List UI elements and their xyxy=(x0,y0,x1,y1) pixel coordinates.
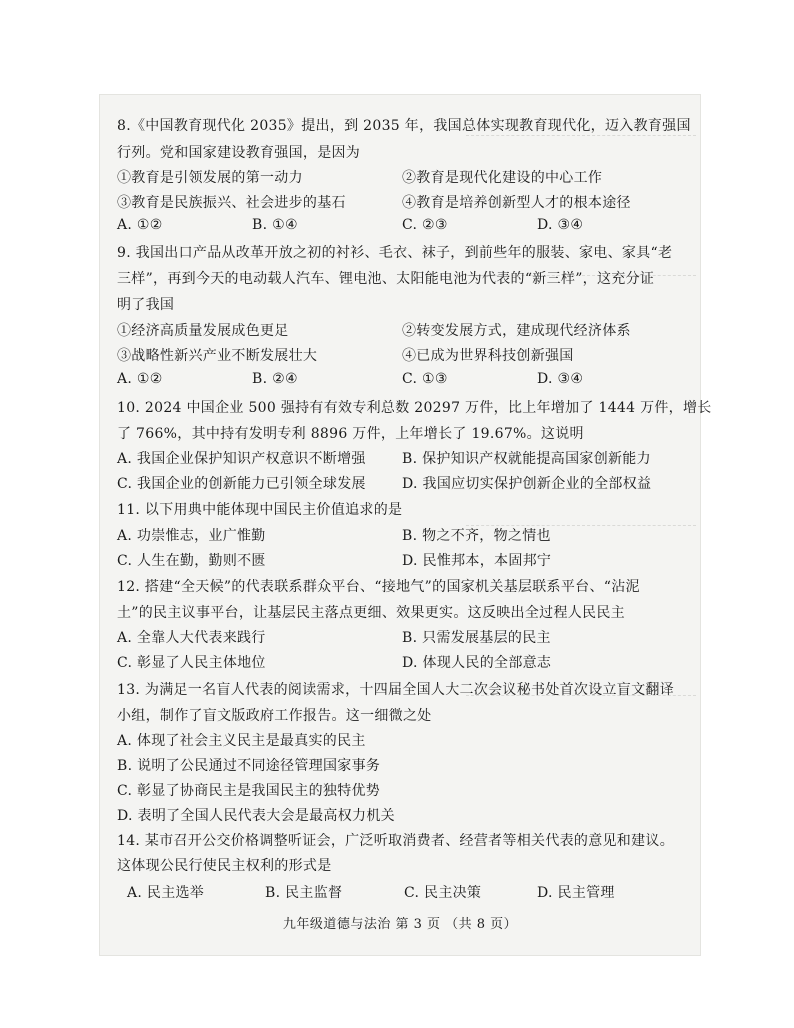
question-14-option-d[interactable]: D. 民主管理 xyxy=(537,885,615,901)
question-13-option-d[interactable]: D. 表明了全国人民代表大会是最高权力机关 xyxy=(117,808,395,824)
question-11-option-c[interactable]: C. 人生在勤，勤则不匮 xyxy=(117,553,266,569)
question-8-option-d[interactable]: D. ③④ xyxy=(537,217,584,233)
question-9-option-d[interactable]: D. ③④ xyxy=(537,371,584,387)
exam-page xyxy=(100,95,712,955)
question-8-stem-line-1: 8.《中国教育现代化 2035》提出，到 2035 年，我国总体实现教育现代化，迈入教育强国 xyxy=(117,118,691,134)
question-9-item-1: ①经济高质量发展成色更足 xyxy=(117,323,289,339)
question-9-stem-line-1: 9. 我国出口产品从改革开放之初的衬衫、毛衣、袜子，到前些年的服装、家电、家具“老 xyxy=(117,245,673,261)
question-14-option-b[interactable]: B. 民主监督 xyxy=(265,885,343,901)
question-14-stem-line-1: 14. 某市召开公交价格调整听证会，广泛听取消费者、经营者等相关代表的意见和建议。 xyxy=(117,833,675,849)
question-9-item-4: ④已成为世界科技创新强国 xyxy=(402,348,574,364)
question-13-option-b[interactable]: B. 说明了公民通过不同途径管理国家事务 xyxy=(117,758,381,774)
question-10-option-b[interactable]: B. 保护知识产权就能提高国家创新能力 xyxy=(402,451,651,467)
question-9-option-c[interactable]: C. ①③ xyxy=(402,371,448,387)
question-13-option-c[interactable]: C. 彰显了协商民主是我国民主的独特优势 xyxy=(117,783,381,799)
question-8-stem-line-2: 行列。党和国家建设教育强国，是因为 xyxy=(117,145,361,161)
question-9-stem-line-3: 明了我国 xyxy=(117,297,175,313)
question-8-item-3: ③教育是民族振兴、社会进步的基石 xyxy=(117,195,346,211)
question-9-option-a[interactable]: A. ①② xyxy=(117,371,163,387)
question-8-option-c[interactable]: C. ②③ xyxy=(402,217,448,233)
question-9-stem-line-2: 三样”，再到今天的电动载人汽车、锂电池、太阳能电池为代表的“新三样”，这充分证 xyxy=(117,271,655,287)
question-10-option-a[interactable]: A. 我国企业保护知识产权意识不断增强 xyxy=(117,451,366,467)
question-9-option-b[interactable]: B. ②④ xyxy=(252,371,298,387)
question-12-stem-line-1: 12. 搭建“全天候”的代表联系群众平台、“接地气”的国家机关基层联系平台、“沾泥 xyxy=(117,579,640,595)
bleed-through-mark xyxy=(466,135,696,154)
question-8-item-1: ①教育是引领发展的第一动力 xyxy=(117,170,303,186)
question-11-option-b[interactable]: B. 物之不齐，物之情也 xyxy=(402,528,551,544)
question-13-stem-line-2: 小组，制作了盲文版政府工作报告。这一细微之处 xyxy=(117,708,432,724)
question-13-stem-line-1: 13. 为满足一名盲人代表的阅读需求，十四届全国人大二次会议秘书处首次设立盲文翻译 xyxy=(117,682,675,698)
question-10-stem-line-1: 10. 2024 中国企业 500 强持有有效专利总数 20297 万件，比上年增加了 1444 万件，增长 xyxy=(117,400,712,416)
question-12-stem-line-2: 土”的民主议事平台，让基层民主落点更细、效果更实。这反映出全过程人民民主 xyxy=(117,605,625,621)
question-14-option-c[interactable]: C. 民主决策 xyxy=(404,885,482,901)
question-14-option-a[interactable]: A. 民主选举 xyxy=(127,885,205,901)
question-10-stem-line-2: 了 766%，其中持有发明专利 8896 万件，上年增长了 19.67%。这说明 xyxy=(117,426,584,442)
page-footer: 九年级道德与法治 第 3 页 （共 8 页） xyxy=(282,917,518,932)
question-10-option-d[interactable]: D. 我国应切实保护创新企业的全部权益 xyxy=(402,476,652,492)
question-14-stem-line-2: 这体现公民行使民主权利的形式是 xyxy=(117,858,332,874)
question-11-stem-line-1: 11. 以下用典中能体现中国民主价值追求的是 xyxy=(117,502,403,518)
question-12-option-a[interactable]: A. 全靠人大代表来践行 xyxy=(117,630,266,646)
question-8-option-b[interactable]: B. ①④ xyxy=(252,217,298,233)
question-12-option-d[interactable]: D. 体现人民的全部意志 xyxy=(402,655,552,671)
question-8-option-a[interactable]: A. ①② xyxy=(117,217,163,233)
question-9-item-2: ②转变发展方式，建成现代经济体系 xyxy=(402,323,631,339)
question-8-item-4: ④教育是培养创新型人才的根本途径 xyxy=(402,195,631,211)
question-8-item-2: ②教育是现代化建设的中心工作 xyxy=(402,170,603,186)
question-11-option-d[interactable]: D. 民惟邦本，本固邦宁 xyxy=(402,553,552,569)
question-10-option-c[interactable]: C. 我国企业的创新能力已引领全球发展 xyxy=(117,476,366,492)
question-9-item-3: ③战略性新兴产业不断发展壮大 xyxy=(117,348,318,364)
question-11-option-a[interactable]: A. 功崇惟志，业广惟勤 xyxy=(117,528,266,544)
question-12-option-b[interactable]: B. 只需发展基层的民主 xyxy=(402,630,551,646)
question-12-option-c[interactable]: C. 彰显了人民主体地位 xyxy=(117,655,266,671)
question-13-option-a[interactable]: A. 体现了社会主义民主是最真实的民主 xyxy=(117,733,366,749)
